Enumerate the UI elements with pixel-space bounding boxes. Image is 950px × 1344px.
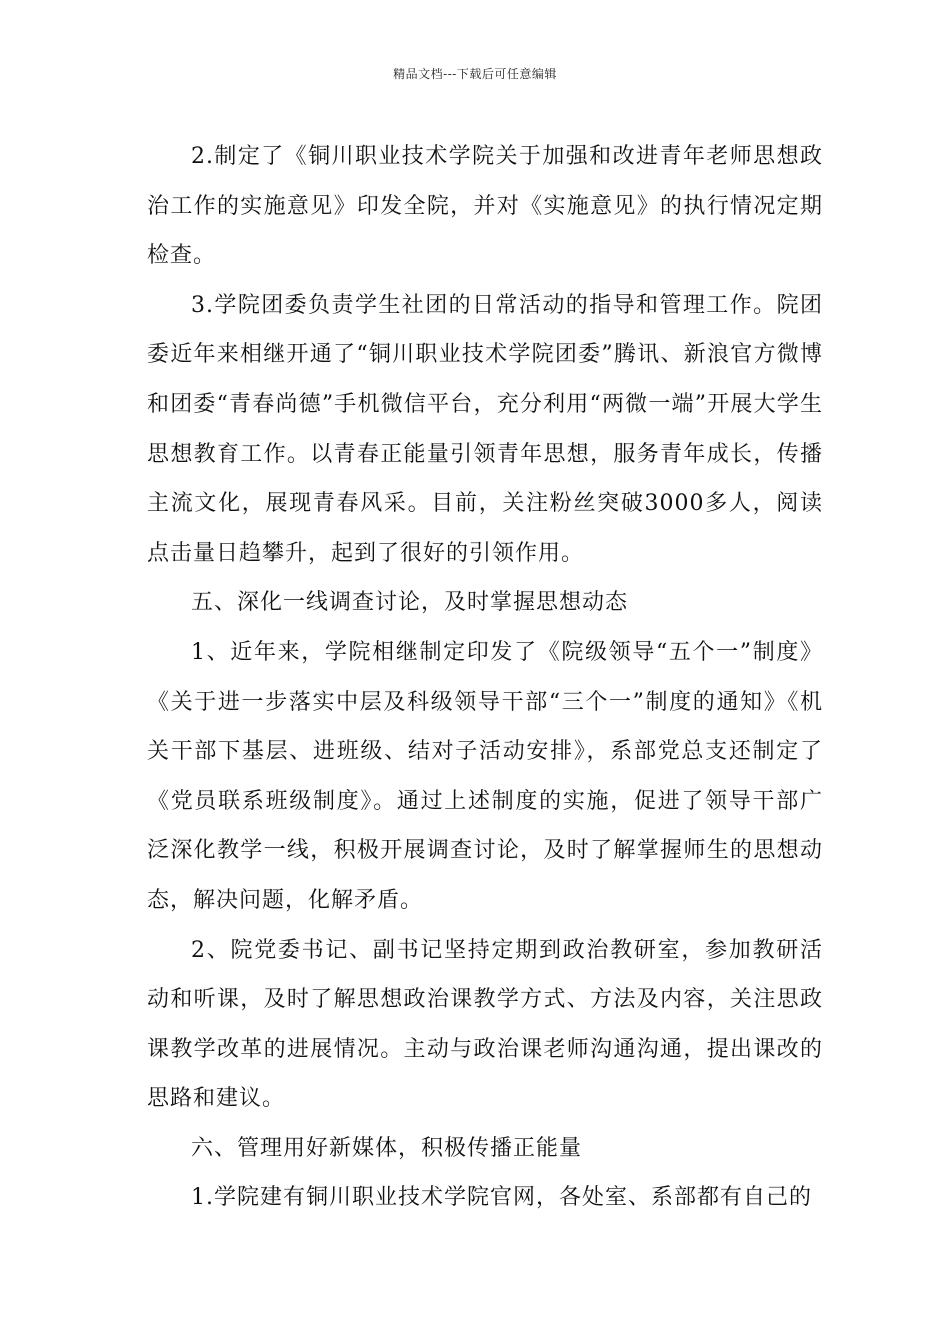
paragraph-item-3: 3.学院团委负责学生社团的日常活动的指导和管理工作。院团委近年来相继开通了“铜川职业技术学院团委”腾讯、新浪官方微博和团委“青春尚德”手机微信平台，充分利用“两微一端”开展大学生思想教育工作。以青春正能量引领青年思想，服务青年成长，传播主流文化，展现青春风采。目前，关注粉丝突破3000多人，阅读点击量日趋攀升，起到了很好的引领作用。 xyxy=(147,292,823,566)
document-body xyxy=(147,132,823,1223)
paragraph-section6-item-1: 1.学院建有铜川职业技术学院官网，各处室、系部都有自己的 xyxy=(191,1185,812,1211)
paragraph-item-2: 2.制定了《铜川职业技术学院关于加强和改进青年老师思想政治工作的实施意见》印发全院，并对《实施意见》的执行情况定期检查。 xyxy=(147,144,823,269)
paragraph-section5-item-2: 2、院党委书记、副书记坚持定期到政治教研室，参加教研活动和听课，及时了解思想政治课教学方式、方法及内容，关注思政课教学改革的进展情况。主动与政治课老师沟通沟通，提出课改的思路和建议。 xyxy=(147,937,823,1112)
section-heading-5: 五、深化一线调查讨论，及时掌握思想动态 xyxy=(191,590,629,616)
section-heading-6: 六、管理用好新媒体，积极传播正能量 xyxy=(191,1135,583,1161)
page-header: 精品文档---下载后可任意编辑 xyxy=(393,67,557,81)
paragraph-section5-item-1: 1、近年来，学院相继制定印发了《院级领导“五个一”制度》《关于进一步落实中层及科级领导干部“三个一”制度的通知》《机关干部下基层、进班级、结对子活动安排》，系部党总支还制定了《党员联系班级制度》。通过上述制度的实施，促进了领导干部广泛深化教学一线，积极开展调查讨论，及时了解掌握师生的思想动态，解决问题，化解矛盾。 xyxy=(147,639,823,913)
